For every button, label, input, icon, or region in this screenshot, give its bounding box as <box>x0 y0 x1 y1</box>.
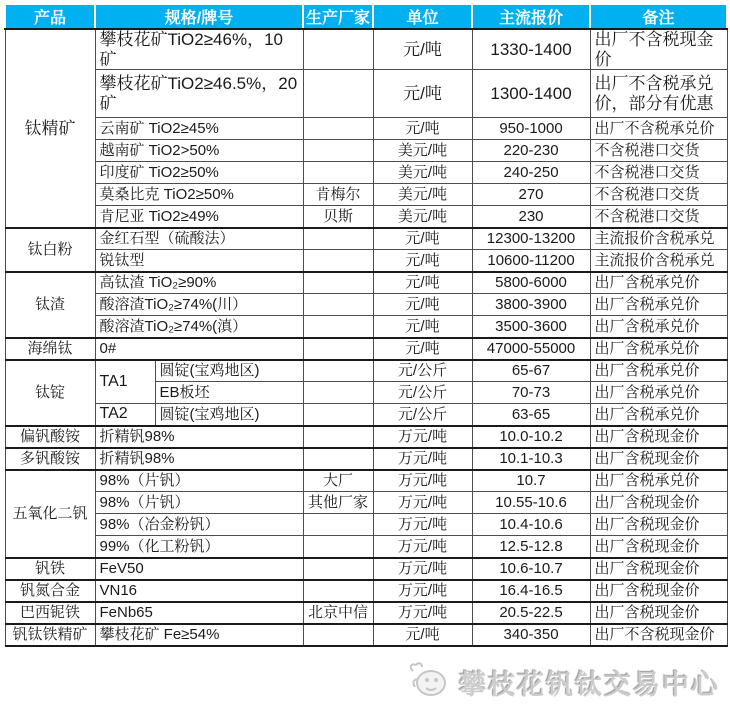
table-row <box>5 624 727 646</box>
table-row <box>5 514 727 536</box>
cell-manufacturer: 肯梅尔 <box>303 184 373 206</box>
cell-spec: EB板坯 <box>155 382 303 404</box>
cell-spec: FeV50 <box>95 558 303 580</box>
cell-manufacturer <box>303 316 373 338</box>
cell-note: 出厂含税承兑价 <box>590 470 727 492</box>
cell-unit: 万元/吨 <box>373 470 472 492</box>
cell-spec: 折精钒98% <box>95 426 303 448</box>
cell-spec: 攀枝花矿TiO2≥46.5%，20矿 <box>95 70 303 118</box>
table-row <box>5 558 727 580</box>
cell-product: 多钒酸铵 <box>5 448 95 470</box>
table-row <box>5 492 727 514</box>
cell-unit: 元/吨 <box>373 118 472 140</box>
table-row <box>5 228 727 250</box>
cell-price: 950-1000 <box>472 118 590 140</box>
table-row <box>5 316 727 338</box>
cell-unit: 美元/吨 <box>373 162 472 184</box>
cell-unit: 美元/吨 <box>373 184 472 206</box>
table-row <box>5 536 727 558</box>
cell-spec: 酸溶渣TiO₂≥74%(滇） <box>95 316 303 338</box>
cell-grade: TA1 <box>95 360 155 404</box>
cell-manufacturer <box>303 294 373 316</box>
cell-price: 5800-6000 <box>472 272 590 294</box>
cell-unit: 元/吨 <box>373 316 472 338</box>
table-row <box>5 118 727 140</box>
cell-note: 出厂含税承兑价 <box>590 404 727 426</box>
cell-spec: 98%（片钒） <box>95 492 303 514</box>
bird-logo-icon <box>407 661 453 704</box>
cell-unit: 万元/吨 <box>373 492 472 514</box>
column-header-price: 主流报价 <box>472 4 590 29</box>
cell-product: 偏钒酸铵 <box>5 426 95 448</box>
cell-manufacturer <box>303 162 373 184</box>
cell-price: 10.55-10.6 <box>472 492 590 514</box>
cell-manufacturer: 贝斯 <box>303 206 373 228</box>
cell-manufacturer <box>303 448 373 470</box>
cell-manufacturer <box>303 118 373 140</box>
cell-spec: 锐钛型 <box>95 250 303 272</box>
cell-manufacturer <box>303 514 373 536</box>
brand-name: 攀枝花钒钛交易中心 <box>459 669 720 700</box>
cell-price: 1300-1400 <box>472 70 590 118</box>
cell-product: 钛精矿 <box>5 29 95 228</box>
column-header-product: 产品 <box>5 4 95 29</box>
cell-unit: 万元/吨 <box>373 580 472 602</box>
cell-price: 10.0-10.2 <box>472 426 590 448</box>
cell-price: 220-230 <box>472 140 590 162</box>
cell-spec: 酸溶渣TiO₂≥74%(川） <box>95 294 303 316</box>
cell-price: 10.4-10.6 <box>472 514 590 536</box>
cell-note: 出厂含税承兑价 <box>590 272 727 294</box>
cell-note: 出厂含税现金价 <box>590 426 727 448</box>
cell-manufacturer <box>303 360 373 382</box>
price-table <box>4 3 728 647</box>
cell-price: 10.6-10.7 <box>472 558 590 580</box>
cell-product: 钛锭 <box>5 360 95 426</box>
cell-product: 海绵钛 <box>5 338 95 360</box>
cell-manufacturer <box>303 426 373 448</box>
cell-manufacturer <box>303 624 373 646</box>
cell-note: 出厂含税承兑价 <box>590 294 727 316</box>
cell-note: 主流报价含税承兑 <box>590 250 727 272</box>
cell-price: 270 <box>472 184 590 206</box>
table-row <box>5 294 727 316</box>
cell-unit: 元/吨 <box>373 624 472 646</box>
cell-price: 10.1-10.3 <box>472 448 590 470</box>
cell-manufacturer <box>303 29 373 70</box>
cell-unit: 元/吨 <box>373 228 472 250</box>
cell-spec: 云南矿 TiO2≥45% <box>95 118 303 140</box>
cell-price: 340-350 <box>472 624 590 646</box>
cell-spec: FeNb65 <box>95 602 303 624</box>
table-row <box>5 272 727 294</box>
cell-manufacturer: 其他厂家 <box>303 492 373 514</box>
cell-price: 70-73 <box>472 382 590 404</box>
table-row <box>5 70 727 118</box>
cell-product: 钒铁 <box>5 558 95 580</box>
cell-price: 20.5-22.5 <box>472 602 590 624</box>
brand-watermark <box>0 647 730 702</box>
cell-spec: 越南矿 TiO2>50% <box>95 140 303 162</box>
cell-product: 钒氮合金 <box>5 580 95 602</box>
table-row <box>5 29 727 70</box>
cell-unit: 元/吨 <box>373 338 472 360</box>
cell-spec: 高钛渣 TiO₂≥90% <box>95 272 303 294</box>
cell-price: 10600-11200 <box>472 250 590 272</box>
cell-price: 230 <box>472 206 590 228</box>
cell-unit: 元/吨 <box>373 70 472 118</box>
cell-unit: 美元/吨 <box>373 206 472 228</box>
cell-grade: TA2 <box>95 404 155 426</box>
cell-spec: 攀枝花矿 Fe≥54% <box>95 624 303 646</box>
cell-note: 出厂含税承兑价 <box>590 338 727 360</box>
cell-spec: 98%（片钒） <box>95 470 303 492</box>
cell-product: 钛渣 <box>5 272 95 338</box>
column-header-manufacturer: 生产厂家 <box>303 4 373 29</box>
table-row <box>5 404 727 426</box>
cell-price: 3800-3900 <box>472 294 590 316</box>
cell-note: 出厂含税现金价 <box>590 514 727 536</box>
table-row <box>5 140 727 162</box>
cell-unit: 万元/吨 <box>373 448 472 470</box>
table-row <box>5 470 727 492</box>
cell-manufacturer <box>303 338 373 360</box>
table-row <box>5 448 727 470</box>
cell-note: 不含税港口交货 <box>590 184 727 206</box>
cell-manufacturer <box>303 536 373 558</box>
header-row <box>5 4 727 29</box>
cell-spec: 98%（冶金粉钒） <box>95 514 303 536</box>
cell-manufacturer <box>303 140 373 162</box>
cell-manufacturer <box>303 558 373 580</box>
cell-note: 出厂含税承兑价 <box>590 316 727 338</box>
column-header-unit: 单位 <box>373 4 472 29</box>
cell-product: 钒钛铁精矿 <box>5 624 95 646</box>
cell-price: 3500-3600 <box>472 316 590 338</box>
cell-note: 出厂不含税现金价 <box>590 624 727 646</box>
cell-price: 63-65 <box>472 404 590 426</box>
cell-spec: 99%（化工粉钒） <box>95 536 303 558</box>
table-row <box>5 184 727 206</box>
cell-spec: VN16 <box>95 580 303 602</box>
table-row <box>5 206 727 228</box>
cell-unit: 元/公斤 <box>373 360 472 382</box>
cell-unit: 元/吨 <box>373 29 472 70</box>
cell-manufacturer <box>303 382 373 404</box>
cell-note: 出厂含税现金价 <box>590 536 727 558</box>
table-row <box>5 162 727 184</box>
cell-spec: 攀枝花矿TiO2≥46%，10矿 <box>95 29 303 70</box>
cell-product: 巴西铌铁 <box>5 602 95 624</box>
cell-price: 12.5-12.8 <box>472 536 590 558</box>
cell-price: 1330-1400 <box>472 29 590 70</box>
cell-manufacturer <box>303 272 373 294</box>
table-row <box>5 250 727 272</box>
cell-price: 240-250 <box>472 162 590 184</box>
cell-spec: 0# <box>95 338 303 360</box>
cell-unit: 元/吨 <box>373 272 472 294</box>
column-header-spec: 规格/牌号 <box>95 4 303 29</box>
cell-note: 出厂含税承兑价 <box>590 382 727 404</box>
cell-spec: 折精钒98% <box>95 448 303 470</box>
table-row <box>5 426 727 448</box>
cell-manufacturer <box>303 580 373 602</box>
cell-note: 出厂不含税承兑价，部分有优惠 <box>590 70 727 118</box>
cell-note: 不含税港口交货 <box>590 140 727 162</box>
cell-note: 主流报价含税承兑 <box>590 228 727 250</box>
cell-unit: 万元/吨 <box>373 514 472 536</box>
cell-unit: 元/吨 <box>373 294 472 316</box>
cell-unit: 元/公斤 <box>373 404 472 426</box>
cell-note: 出厂含税现金价 <box>590 558 727 580</box>
cell-spec: 莫桑比克 TiO2≥50% <box>95 184 303 206</box>
column-header-note: 备注 <box>590 4 727 29</box>
cell-note: 不含税港口交货 <box>590 162 727 184</box>
cell-unit: 万元/吨 <box>373 536 472 558</box>
cell-spec: 金红石型（硫酸法） <box>95 228 303 250</box>
table-row <box>5 360 727 382</box>
cell-manufacturer: 北京中信 <box>303 602 373 624</box>
cell-price: 16.4-16.5 <box>472 580 590 602</box>
cell-note: 出厂含税现金价 <box>590 580 727 602</box>
cell-spec: 圆锭(宝鸡地区) <box>155 360 303 382</box>
cell-unit: 美元/吨 <box>373 140 472 162</box>
table-row <box>5 338 727 360</box>
cell-manufacturer: 大厂 <box>303 470 373 492</box>
cell-note: 出厂不含税现金价 <box>590 29 727 70</box>
cell-spec: 圆锭(宝鸡地区) <box>155 404 303 426</box>
cell-price: 65-67 <box>472 360 590 382</box>
cell-unit: 万元/吨 <box>373 558 472 580</box>
cell-note: 出厂不含税承兑价 <box>590 118 727 140</box>
cell-spec: 肯尼亚 TiO2≥49% <box>95 206 303 228</box>
cell-manufacturer <box>303 250 373 272</box>
cell-note: 出厂含税现金价 <box>590 492 727 514</box>
cell-note: 不含税港口交货 <box>590 206 727 228</box>
table-row <box>5 580 727 602</box>
cell-unit: 万元/吨 <box>373 426 472 448</box>
cell-product: 钛白粉 <box>5 228 95 272</box>
cell-product: 五氧化二钒 <box>5 470 95 558</box>
cell-note: 出厂含税现金价 <box>590 602 727 624</box>
cell-price: 47000-55000 <box>472 338 590 360</box>
cell-spec: 印度矿 TiO2≥50% <box>95 162 303 184</box>
cell-price: 12300-13200 <box>472 228 590 250</box>
cell-price: 10.7 <box>472 470 590 492</box>
cell-unit: 万元/吨 <box>373 602 472 624</box>
cell-note: 出厂含税承兑价 <box>590 360 727 382</box>
cell-unit: 元/公斤 <box>373 382 472 404</box>
cell-manufacturer <box>303 404 373 426</box>
cell-unit: 元/吨 <box>373 250 472 272</box>
cell-manufacturer <box>303 228 373 250</box>
cell-manufacturer <box>303 70 373 118</box>
cell-note: 出厂含税现金价 <box>590 448 727 470</box>
table-row <box>5 602 727 624</box>
